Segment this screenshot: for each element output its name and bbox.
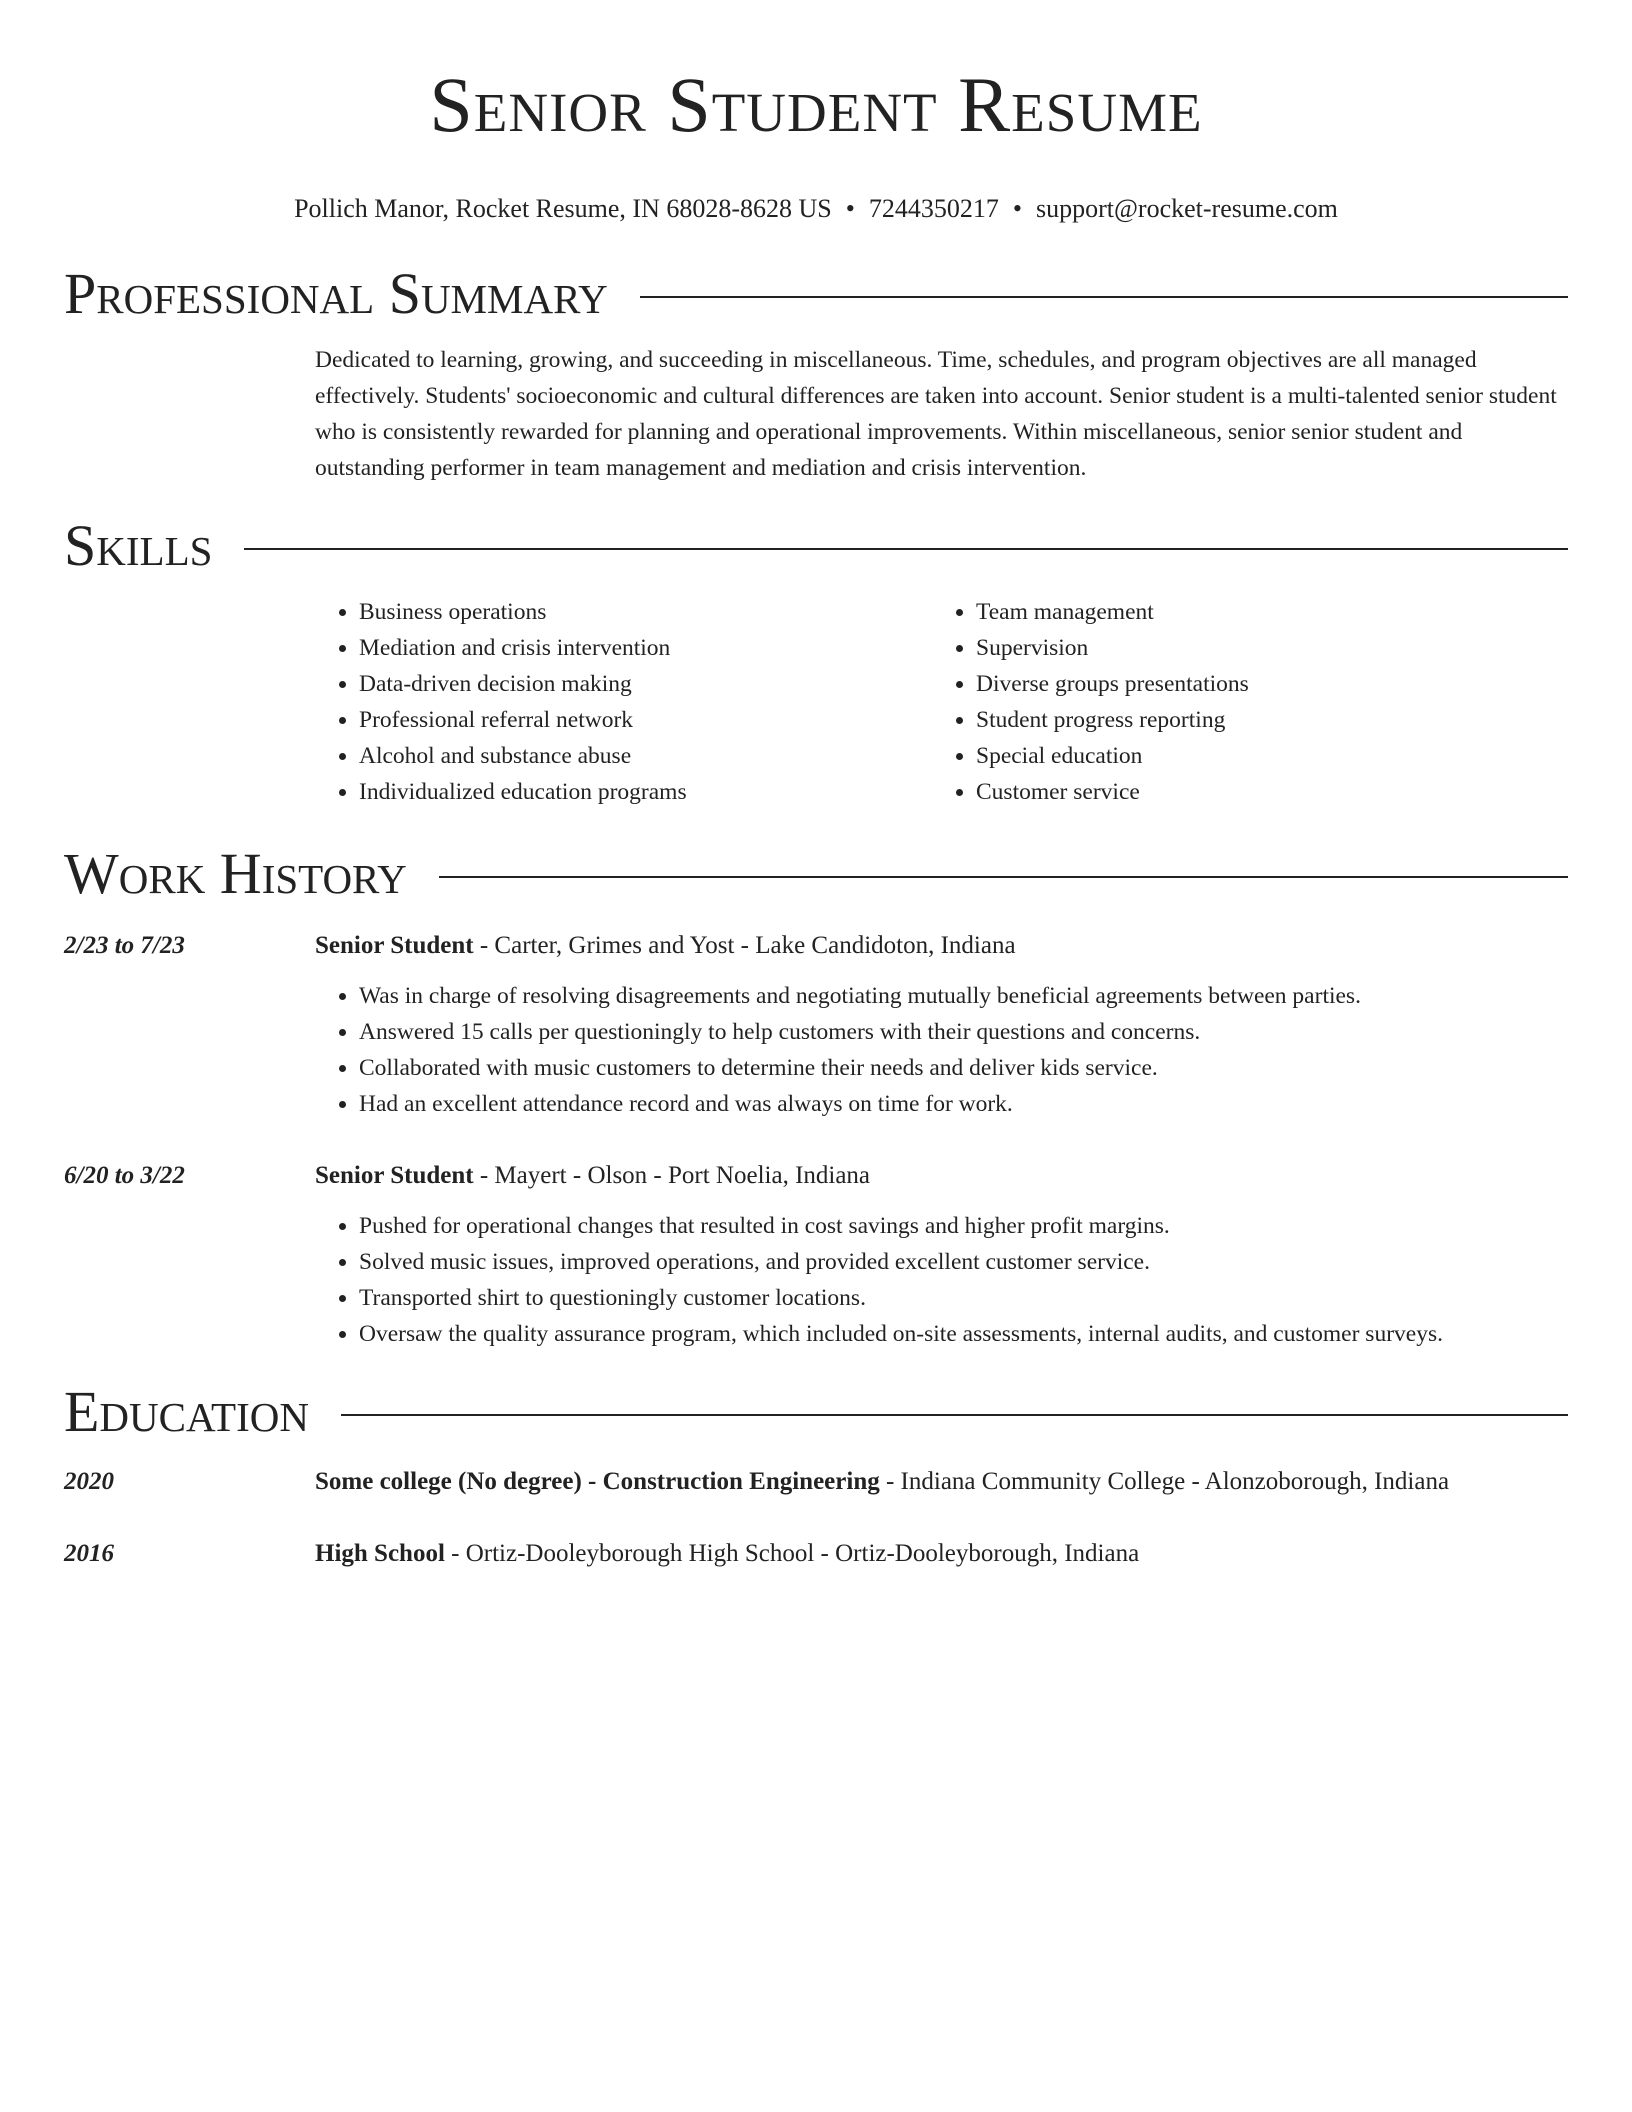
section-divider: [341, 1414, 1568, 1416]
skill-item: • Diverse groups presentations: [976, 666, 1249, 702]
job-heading: [315, 1158, 1568, 1194]
summary-heading: Professional Summary: [64, 261, 608, 326]
section-divider: [640, 296, 1568, 298]
job-title: Senior Student: [315, 932, 474, 959]
job-entry: [64, 1158, 1568, 1352]
contact-phone: 7244350217: [868, 194, 999, 223]
contact-line: [64, 192, 1568, 226]
education-section-header: [64, 1378, 1568, 1446]
education-details: - Ortiz-Dooleyborough High School - Ortiz-Dooleyborough, Indiana: [444, 1540, 1140, 1567]
contact-separator: •: [845, 194, 855, 223]
education-entry: [64, 1536, 1568, 1572]
skills-list: [315, 594, 1568, 810]
job-body: [315, 1158, 1568, 1352]
resume-page: [64, 0, 1568, 1572]
job-entry: [64, 928, 1568, 1122]
skill-item: • Special education: [976, 738, 1249, 774]
work-heading: Work History: [64, 841, 407, 906]
section-divider: [439, 876, 1568, 878]
job-bullet: • Was in charge of resolving disagreements and negotiating mutually beneficial agreements between parties.: [359, 978, 1568, 1014]
section-divider: [244, 548, 1568, 550]
education-degree: Some college (No degree) - Construction Engineering: [315, 1468, 880, 1495]
skill-item: • Customer service: [976, 774, 1249, 810]
skills-column-left: [315, 594, 932, 810]
skill-item: • Student progress reporting: [976, 702, 1249, 738]
education-details: - Indiana Community College - Alonzoborough, Indiana: [879, 1468, 1450, 1495]
job-bullets: [315, 978, 1568, 1122]
skill-item: • Alcohol and substance abuse: [359, 738, 932, 774]
skills-heading: Skills: [64, 513, 213, 578]
education-body: [315, 1464, 1568, 1500]
education-body: [315, 1536, 1568, 1572]
skill-item: • Professional referral network: [359, 702, 932, 738]
work-section-header: [64, 840, 1568, 908]
skill-item: • Supervision: [976, 630, 1249, 666]
education-heading: Education: [64, 1379, 309, 1444]
skills-column-right: [932, 594, 1249, 810]
job-dates: 2/23 to 7/23: [64, 932, 185, 959]
job-details: - Carter, Grimes and Yost - Lake Candidoton, Indiana: [473, 932, 1016, 959]
education-year: 2020: [64, 1468, 114, 1495]
contact-email: support@rocket-resume.com: [1035, 194, 1338, 223]
job-heading: [315, 928, 1568, 964]
contact-address: Pollich Manor, Rocket Resume, IN 68028-8628 US: [294, 194, 832, 223]
job-title: Senior Student: [315, 1162, 474, 1189]
skill-item: • Mediation and crisis intervention: [359, 630, 932, 666]
education-year: 2016: [64, 1540, 114, 1567]
skill-item: • Individualized education programs: [359, 774, 932, 810]
job-bullet: • Pushed for operational changes that resulted in cost savings and higher profit margins.: [359, 1208, 1568, 1244]
job-body: [315, 928, 1568, 1122]
job-bullet: • Oversaw the quality assurance program, which included on-site assessments, internal audits, and customer surveys.: [359, 1316, 1568, 1352]
education-entry: [64, 1464, 1568, 1500]
contact-separator: •: [1012, 194, 1022, 223]
skill-item: • Data-driven decision making: [359, 666, 932, 702]
summary-text: Dedicated to learning, growing, and succeeding in miscellaneous. Time, schedules, and program objectives are all managed effectively. Students' socioeconomic and cultural differences are taken into account. Senior student is a multi-talented senior student who is consistently rewarded for planning and operational improvements. Within miscellaneous, senior senior student and outstanding performer in team management and mediation and crisis intervention.: [315, 347, 1557, 481]
skill-item: • Business operations: [359, 594, 932, 630]
job-bullet: • Solved music issues, improved operations, and provided excellent customer service.: [359, 1244, 1568, 1280]
education-degree: High School: [315, 1540, 445, 1567]
job-bullet: • Answered 15 calls per questioningly to help customers with their questions and concerns.: [359, 1014, 1568, 1050]
summary-section-header: [64, 260, 1568, 328]
job-bullets: [315, 1208, 1568, 1352]
skills-section-header: [64, 512, 1568, 580]
job-bullet: • Collaborated with music customers to determine their needs and deliver kids service.: [359, 1050, 1568, 1086]
job-details: - Mayert - Olson - Port Noelia, Indiana: [473, 1162, 871, 1189]
resume-title: Senior Student Resume: [429, 61, 1203, 148]
job-bullet: • Had an excellent attendance record and was always on time for work.: [359, 1086, 1568, 1122]
skill-item: • Team management: [976, 594, 1249, 630]
job-bullet: • Transported shirt to questioningly customer locations.: [359, 1280, 1568, 1316]
job-dates: 6/20 to 3/22: [64, 1162, 185, 1189]
